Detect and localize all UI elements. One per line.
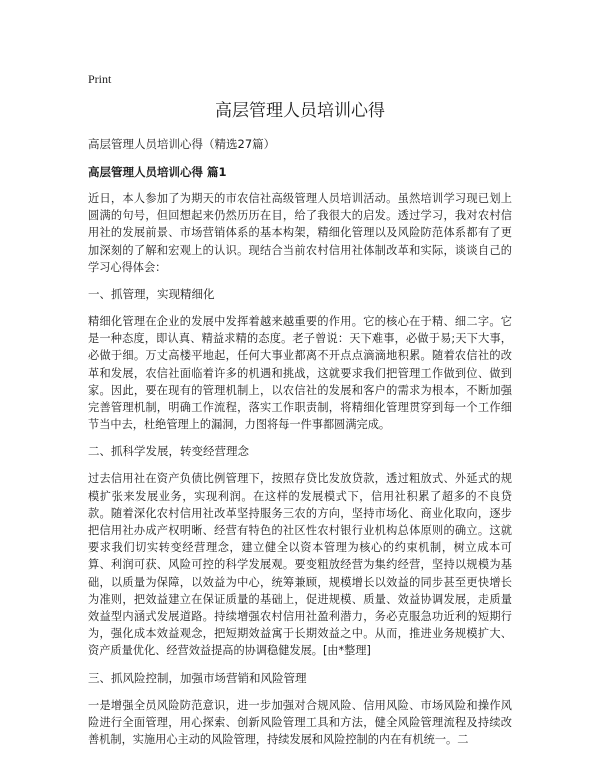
document-subtitle: 高层管理人员培训心得（精选27篇） <box>88 137 276 151</box>
intro-paragraph: 近日，本人参加了为期天的市农信社高级管理人员培训活动。虽然培训学习现已划上圆满的句号，但回想起来仍然历历在目，给了我很大的启发。透过学习，我对农村信用社的发展前景、市场营销体系的基本构架，精细化管理以及风险防范体系都有了更加深刻的了解和宏观上的认识。现结合当前农村信用社体制改革和实际，谈谈自己的学习心得体会： <box>88 192 512 274</box>
section-heading-1: 一、抓管理，实现精细化 <box>88 287 215 302</box>
section-heading-3: 三、抓风险控制，加强市场营销和风险管理 <box>88 670 307 685</box>
section-body-2: 过去信用社在资产负债比例管理下，按照存贷比发放贷款，透过粗放式、外延式的规模扩张来发展业务，实现利润。在这样的发展模式下，信用社积累了超多的不良贷款。随着深化农村信用社改革坚持服务三农的方向，坚持市场化、商业化取向，逐步把信用社办成产权明晰、经营有特色的社区性农村银行业机构总体原则的确立。这就要求我们切实转变经营理念，建立健全以资本管理为核心的约束机制，树立成本可算、利润可获、风险可控的科学发展观。要变粗放经营为集约经营，坚持以规模为基础，以质量为保障，以效益为中心，统筹兼顾，规模增长以效益的同步甚至更快增长为准则，把效益建立在保证质量的基础上，促进规模、质量、效益协调发展，走质量效益型内涵式发展道路。持续增强农村信用社盈利潜力，务必克服急功近利的短期行为，强化成本效益观念，把短期效益寓于长期效益之中。从而，推进业务规模扩大、资产质量优化、经营效益提高的协调稳健发展。[由*整理] <box>88 472 512 658</box>
print-label[interactable]: Print <box>88 72 112 86</box>
section-body-3: 一是增强全员风险防范意识，进一步加强对合规风险、信用风险、市场风险和操作风险进行全面管理，用心探索、创新风险管理工具和方法，健全风险管理流程及持续改善机制，实施用心主动的风险管理，持续发展和风险控制的内在有机统一。二 <box>88 698 512 747</box>
page-title: 高层管理人员培训心得 <box>215 101 385 121</box>
chapter-title: 高层管理人员培训心得 篇1 <box>88 165 227 179</box>
section-heading-2: 二、抓科学发展，转变经营理念 <box>88 444 249 459</box>
section-body-1: 精细化管理在企业的发展中发挥着越来越重要的作用。它的核心在于精、细二字。它是一种态度，即认真、精益求精的态度。老子曾说：天下难事，必做于易;天下大事，必做于细。万丈高楼平地起，任何大事业都离不开点点滴滴地积累。随着农信社的改革和发展，农信社面临着许多的机遇和挑战，这就要求我们把管理工作做到位、做到家。因此，要在现有的管理机制上，以农信社的发展和客户的需求为根本，不断加强完善管理机制，明确工作流程，落实工作职责制，将精细化管理贯穿到每一个工作细节当中去，杜绝管理上的漏洞，力图将每一件事都圆满完成。 <box>88 315 512 432</box>
